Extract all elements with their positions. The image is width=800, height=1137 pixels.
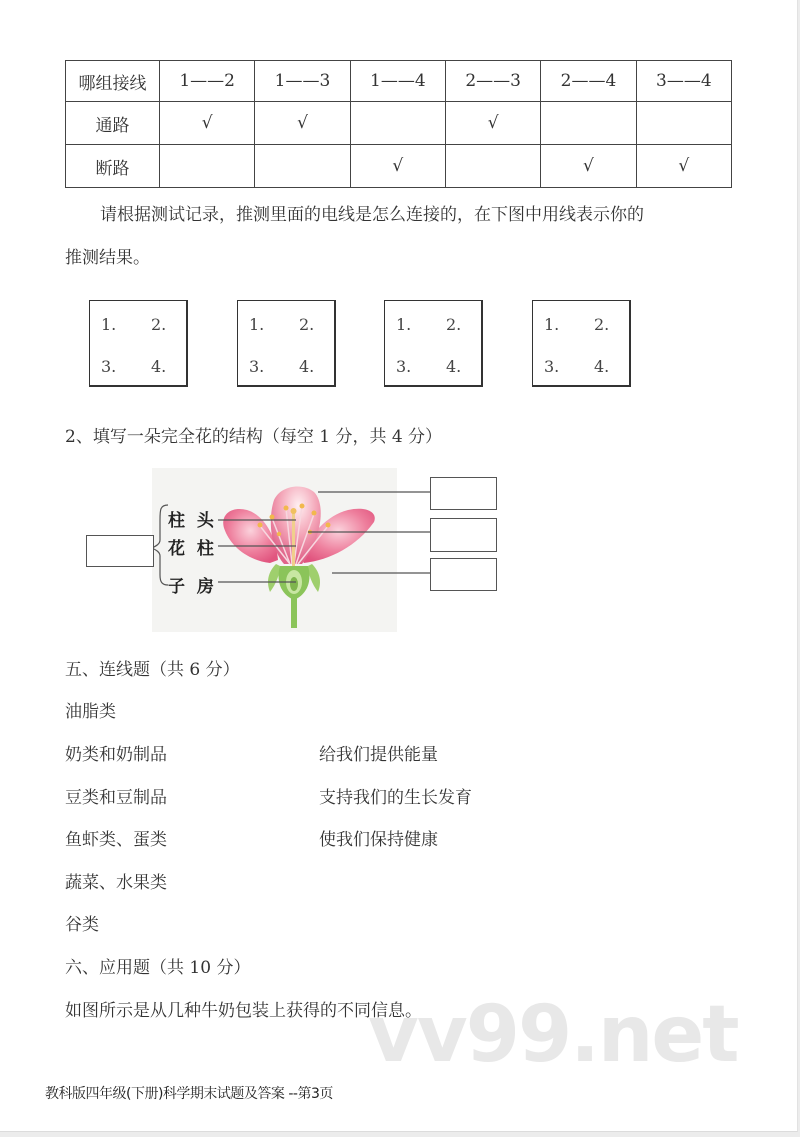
terminal-label: 3.: [544, 357, 560, 376]
terminal-label: 2.: [446, 315, 462, 334]
flower-label-style: 花 柱: [168, 539, 217, 559]
terminal-label: 3.: [396, 357, 412, 376]
table-cell: √: [160, 102, 255, 145]
answer-blank-pistil[interactable]: [86, 535, 154, 567]
question-2-title: 2、填写一朵完全花的结构（每空 1 分，共 4 分）: [65, 427, 443, 447]
terminal-label: 1.: [101, 315, 117, 334]
table-cell: √: [541, 145, 636, 188]
terminal-label: 3.: [101, 357, 117, 376]
table-header-cell: 2——4: [541, 61, 636, 102]
match-left-item[interactable]: 谷类: [65, 915, 99, 935]
table-header-cell: 1——3: [255, 61, 350, 102]
table-header-cell: 1——2: [160, 61, 255, 102]
table-header-cell: 2——3: [445, 61, 540, 102]
page-footer: 教科版四年级(下册)科学期末试题及答案 --第3页: [45, 1086, 333, 1102]
match-right-item[interactable]: 使我们保持健康: [319, 830, 438, 850]
answer-blank-petal[interactable]: [430, 477, 497, 510]
instruction-line-1: 请根据测试记录，推测里面的电线是怎么连接的，在下图中用线表示你的: [100, 205, 644, 225]
terminal-label: 2.: [594, 315, 610, 334]
flower-label-stigma: 柱 头: [168, 511, 217, 531]
match-left-item[interactable]: 豆类和豆制品: [65, 788, 167, 808]
terminal-label: 4.: [299, 357, 315, 376]
table-header-cell: 3——4: [636, 61, 731, 102]
table-cell: √: [255, 102, 350, 145]
terminal-label: 2.: [151, 315, 167, 334]
terminal-label: 1.: [544, 315, 560, 334]
flower-label-ovary: 子 房: [168, 577, 217, 597]
table-cell: √: [636, 145, 731, 188]
section-6-title: 六、应用题（共 10 分）: [65, 958, 251, 978]
match-right-item[interactable]: 给我们提供能量: [319, 745, 438, 765]
terminal-label: 1.: [396, 315, 412, 334]
match-left-item[interactable]: 蔬菜、水果类: [65, 873, 167, 893]
table-cell: √: [445, 102, 540, 145]
row-label-closed-circuit: 通路: [66, 102, 160, 145]
match-left-item[interactable]: 油脂类: [65, 702, 116, 722]
watermark: vv99.net: [368, 990, 738, 1080]
row-label-open-circuit: 断路: [66, 145, 160, 188]
terminal-label: 2.: [299, 315, 315, 334]
terminal-label: 4.: [446, 357, 462, 376]
table-header-cell: 1——4: [350, 61, 445, 102]
terminal-label: 1.: [249, 315, 265, 334]
table-header-cell: 哪组接线: [66, 61, 160, 102]
table-cell: √: [350, 145, 445, 188]
section-6-text: 如图所示是从几种牛奶包装上获得的不同信息。: [65, 1001, 422, 1021]
match-left-item[interactable]: 奶类和奶制品: [65, 745, 167, 765]
answer-blank-sepal[interactable]: [430, 558, 497, 591]
terminal-label: 4.: [594, 357, 610, 376]
instruction-line-2: 推测结果。: [65, 248, 150, 268]
terminal-label: 4.: [151, 357, 167, 376]
terminal-label: 3.: [249, 357, 265, 376]
match-right-item[interactable]: 支持我们的生长发育: [319, 788, 472, 808]
answer-blank-stamen[interactable]: [430, 518, 497, 552]
match-left-item[interactable]: 鱼虾类、蛋类: [65, 830, 167, 850]
section-5-title: 五、连线题（共 6 分）: [65, 660, 240, 680]
